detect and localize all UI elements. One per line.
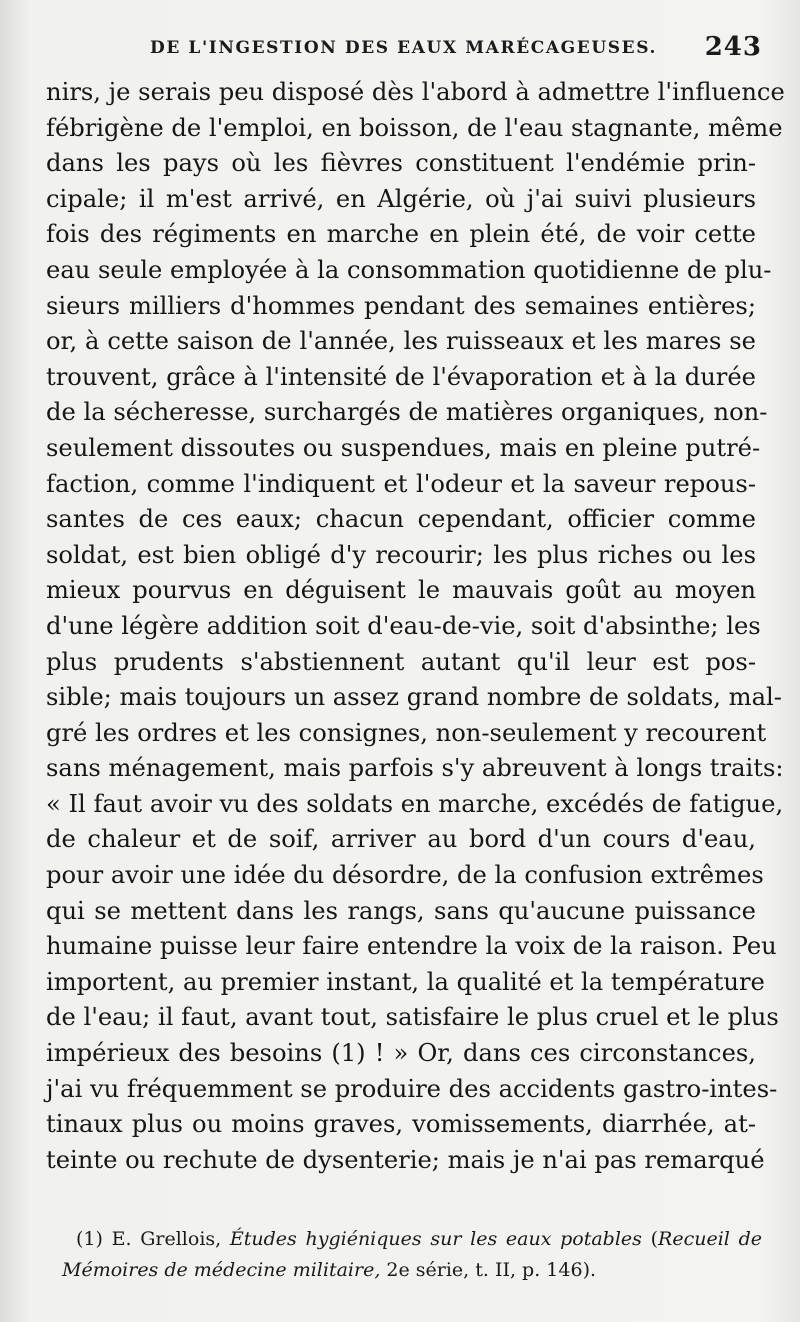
text-line: pour avoir une idée du désordre, de la confusion extrêmes bbox=[46, 861, 764, 890]
text-line: de chaleur et de soif, arriver au bord d'un cours d'eau, bbox=[46, 825, 756, 854]
text-line: importent, au premier instant, la qualité et la température bbox=[46, 967, 765, 996]
text-line: tinaux plus ou moins graves, vomissements, diarrhée, at- bbox=[46, 1110, 756, 1139]
footnote bbox=[62, 1224, 762, 1286]
text-line: santes de ces eaux; chacun cependant, officier comme bbox=[46, 505, 756, 534]
text-line: teinte ou rechute de dysenterie; mais je n'ai pas remarqué bbox=[46, 1145, 765, 1174]
text-line: de l'eau; il faut, avant tout, satisfaire le plus cruel et le plus bbox=[46, 1003, 779, 1032]
text-line: fébrigène de l'emploi, en boisson, de l'eau stagnante, même bbox=[46, 113, 783, 142]
body-text bbox=[46, 75, 785, 1178]
text-line: d'une légère addition soit d'eau-de-vie, soit d'absinthe; les bbox=[46, 611, 761, 640]
footnote-citation: 2e série, t. II, p. 146). bbox=[386, 1259, 597, 1281]
footnote-line-2 bbox=[62, 1255, 762, 1286]
text-line: sans ménagement, mais parfois s'y abreuvent à longs traits: bbox=[46, 754, 784, 783]
footnote-marker: (1) E. Grellois, bbox=[76, 1228, 222, 1250]
text-line: gré les ordres et les consignes, non-seulement y recourent bbox=[46, 718, 767, 747]
text-line: trouvent, grâce à l'intensité de l'évaporation et à la durée bbox=[46, 362, 756, 391]
page-number: 243 bbox=[704, 32, 762, 62]
text-line: fois des régiments en marche en plein été, de voir cette bbox=[46, 220, 756, 249]
text-line: mieux pourvus en déguisent le mauvais goût au moyen bbox=[46, 576, 756, 605]
text-line: seulement dissoutes ou suspendues, mais en pleine putré- bbox=[46, 433, 761, 462]
text-line: « Il faut avoir vu des soldats en marche, excédés de fatigue, bbox=[46, 789, 784, 818]
footnote-collection-title-cont: Mémoires de médecine militaire, bbox=[62, 1259, 381, 1281]
footnote-collection-title: Recueil de bbox=[658, 1228, 762, 1250]
running-title: DE L'INGESTION DES EAUX MARÉCAGEUSES. bbox=[150, 38, 658, 58]
running-head bbox=[150, 32, 770, 66]
text-line: nirs, je serais peu disposé dès l'abord à admettre l'influence bbox=[46, 78, 785, 106]
text-line: j'ai vu fréquemment se produire des accidents gastro-intes- bbox=[46, 1074, 778, 1103]
text-line: humaine puisse leur faire entendre la voix de la raison. Peu bbox=[46, 932, 777, 961]
footnote-line-1 bbox=[62, 1224, 762, 1255]
text-line: soldat, est bien obligé d'y recourir; les plus riches ou les bbox=[46, 540, 756, 569]
text-line: sible; mais toujours un assez grand nombre de soldats, mal- bbox=[46, 683, 782, 712]
text-line: de la sécheresse, surchargés de matières organiques, non- bbox=[46, 398, 768, 427]
text-line: impérieux des besoins (1) ! » Or, dans ces circonstances, bbox=[46, 1039, 756, 1068]
text-line: eau seule employée à la consommation quotidienne de plu- bbox=[46, 255, 772, 284]
text-line: or, à cette saison de l'année, les ruisseaux et les mares se bbox=[46, 327, 756, 356]
text-line: cipale; il m'est arrivé, en Algérie, où j'ai suivi plusieurs bbox=[46, 184, 756, 213]
footnote-paren: ( bbox=[650, 1228, 659, 1250]
text-line: sieurs milliers d'hommes pendant des semaines entières; bbox=[46, 291, 756, 320]
text-line: faction, comme l'indiquent et l'odeur et la saveur repous- bbox=[46, 469, 756, 498]
text-line: dans les pays où les fièvres constituent l'endémie prin- bbox=[46, 149, 756, 178]
text-line: plus prudents s'abstiennent autant qu'il leur est pos- bbox=[46, 647, 756, 676]
footnote-work-title: Études hygiéniques sur les eaux potables bbox=[229, 1228, 642, 1250]
text-line: qui se mettent dans les rangs, sans qu'aucune puissance bbox=[46, 896, 756, 925]
